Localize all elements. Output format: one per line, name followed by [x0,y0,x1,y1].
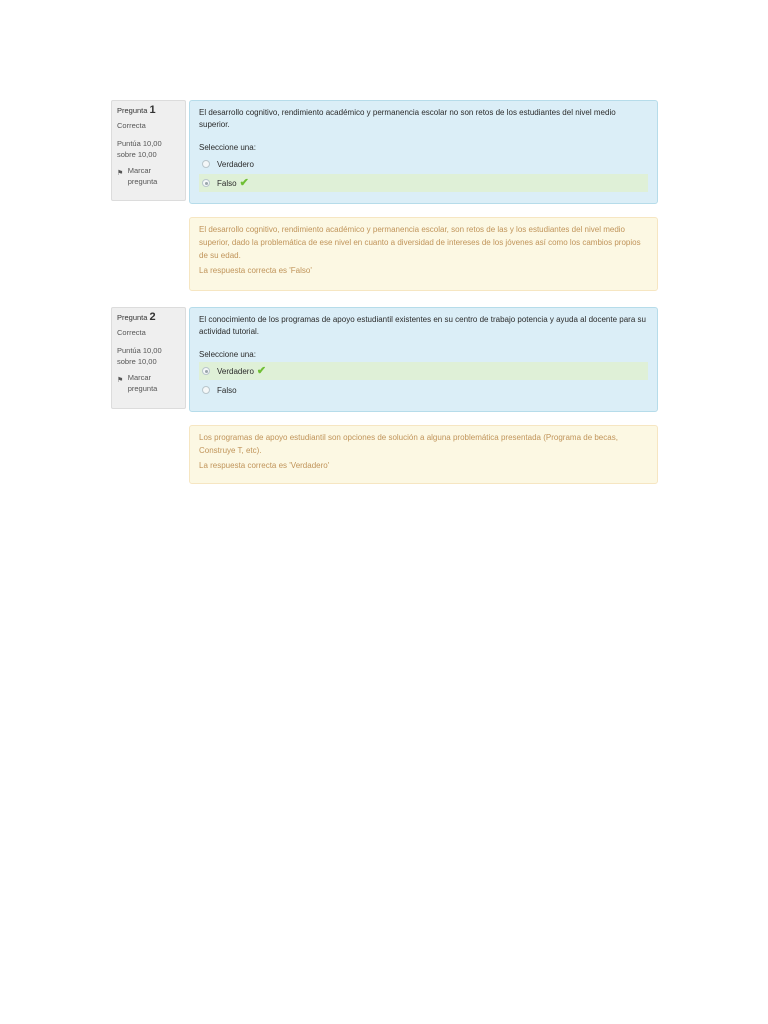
question-state: Correcta [117,121,146,130]
question-state: Correcta [117,328,146,337]
answer-label: Falso [217,385,237,395]
question-title [117,311,181,324]
question-number: 1 [149,104,156,116]
feedback-text: El desarrollo cognitivo, rendimiento académico y permanencia escolar, son retos de las y los estudiantes del nivel medio superior, dado la problemática de ese nivel en cuanto a diversidad de intereses de los jóvenes así como los cambios propios de su edad. [199,225,641,260]
answer-label: Falso [217,178,237,188]
right-answer: La respuesta correcta es 'Verdadero' [199,461,330,470]
flag-question-label[interactable]: Marcar pregunta [127,166,158,186]
answer-option-falso[interactable] [199,174,648,192]
flag-question-toggle[interactable] [117,165,181,187]
flag-icon: ⚑ [117,170,124,177]
question-text: El conocimiento de los programas de apoyo estudiantil existentes en su centro de trabajo potencia y ayuda al docente para su actividad tutorial. [199,315,646,336]
feedback-1 [189,217,658,291]
question-grade: Puntúa 10,00 sobre 10,00 [117,346,162,366]
answer-prompt: Seleccione una: [199,350,256,359]
feedback-2 [189,425,658,484]
radio-falso[interactable] [202,386,210,394]
radio-verdadero[interactable] [202,160,210,168]
question-title [117,104,181,117]
answer-label: Verdadero [217,159,254,169]
answer-prompt: Seleccione una: [199,143,256,152]
flag-question-toggle[interactable] [117,372,181,394]
answer-option-verdadero[interactable] [199,155,648,173]
check-icon: ✔ [239,177,249,189]
answer-option-falso[interactable] [199,381,648,399]
question-grade: Puntúa 10,00 sobre 10,00 [117,139,162,159]
answer-label: Verdadero [217,366,254,376]
question-info-2 [111,307,186,409]
question-info-1 [111,100,186,201]
flag-question-label[interactable]: Marcar pregunta [127,373,158,393]
check-icon: ✔ [256,365,267,377]
answer-option-verdadero[interactable] [199,362,648,380]
question-number: 2 [149,311,156,323]
feedback-text: Los programas de apoyo estudiantil son opciones de solución a alguna problemática presentada (Programa de becas, Construye T, etc). [199,433,618,455]
question-title-prefix: Pregunta [117,313,148,322]
flag-icon: ⚑ [117,377,124,384]
question-text: El desarrollo cognitivo, rendimiento académico y permanencia escolar no son retos de los estudiantes del nivel medio superior. [199,108,616,129]
radio-verdadero[interactable] [202,367,210,375]
question-content-2 [189,307,658,412]
radio-falso[interactable] [202,179,210,187]
right-answer: La respuesta correcta es 'Falso' [199,266,312,275]
question-content-1 [189,100,658,204]
question-title-prefix: Pregunta [117,106,148,115]
